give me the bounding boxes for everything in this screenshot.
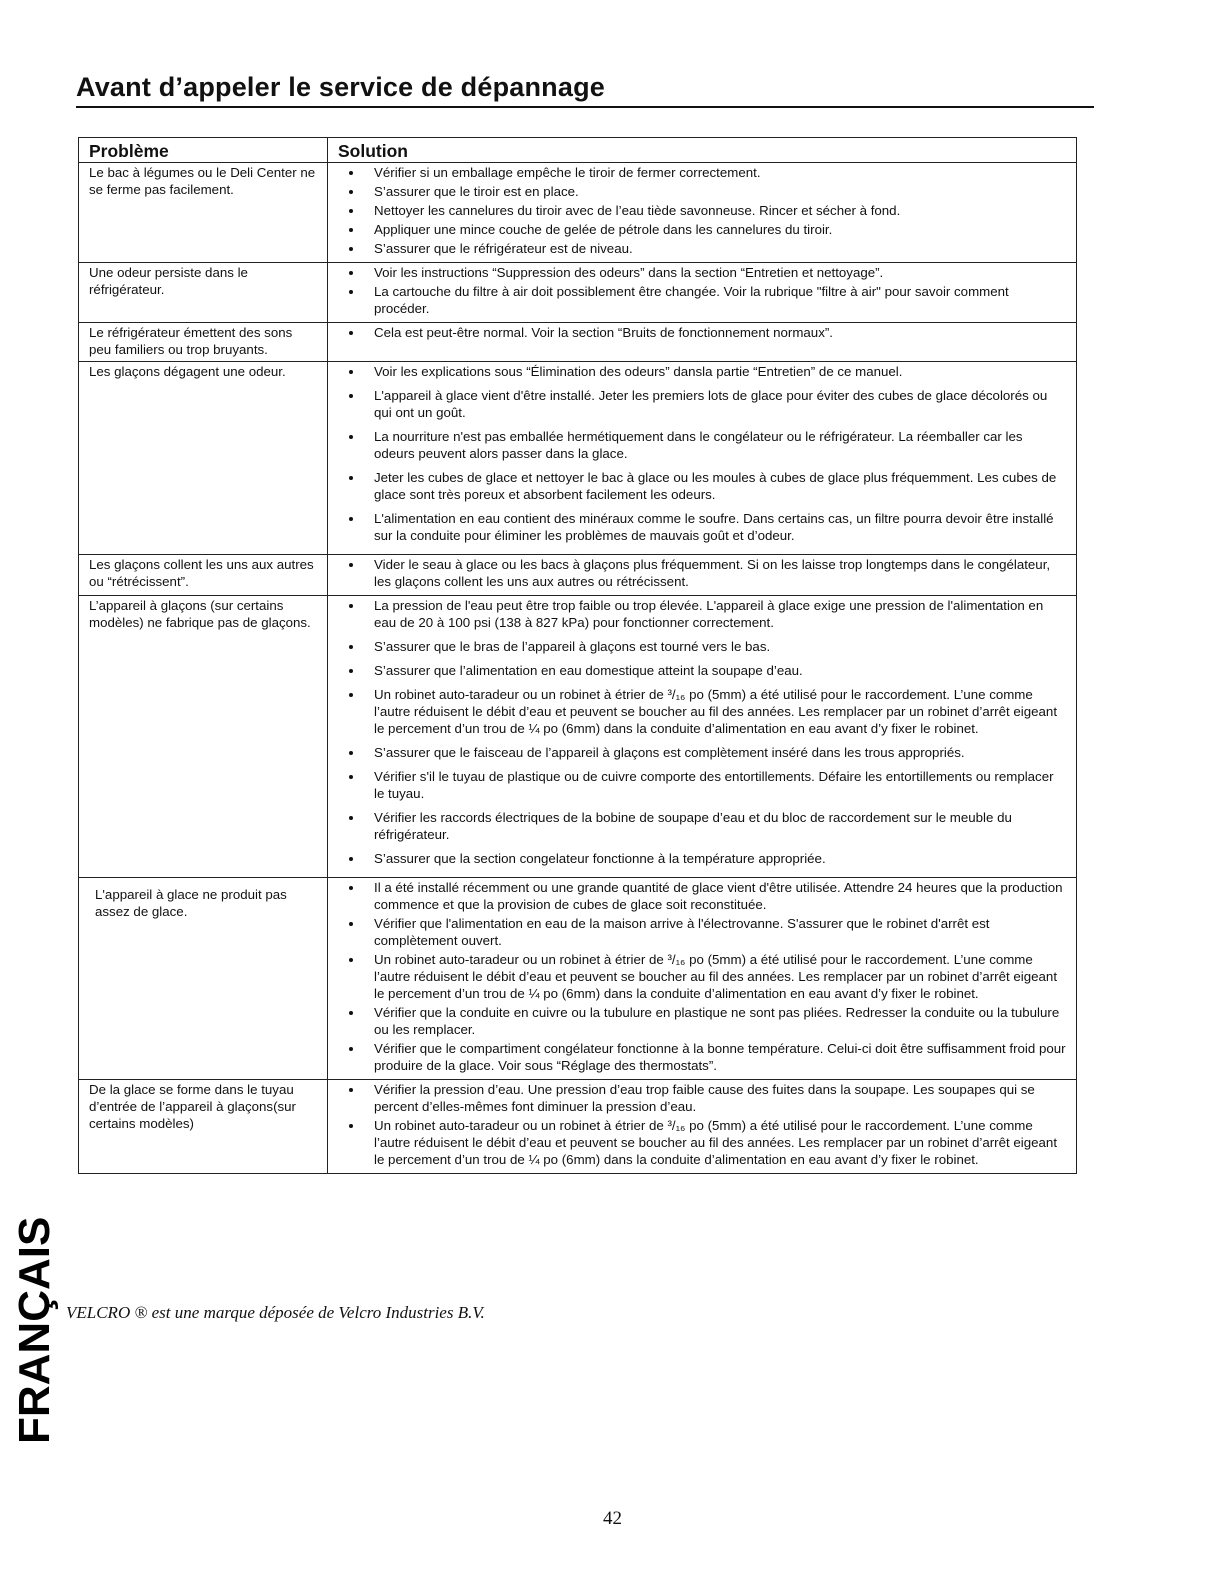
solution-item: • Vérifier la pression d’eau. Une pression d’eau trop faible cause des fuites dans la soupape. Les soupapes qui se percent d’elles-mêmes font diminuer la pression d’eau. bbox=[364, 1081, 1066, 1115]
solution-item: • Jeter les cubes de glace et nettoyer le bac à glace ou les moules à cubes de glace plus fréquemment. Les cubes de glace sont très poreux et absorbent facilement les odeurs. bbox=[364, 469, 1066, 503]
title-underline bbox=[76, 106, 1094, 108]
table-row bbox=[79, 263, 1077, 323]
solution-item: • S’assurer que le tiroir est en place. bbox=[364, 183, 1066, 200]
solution-item: • Un robinet auto-taradeur ou un robinet à étrier de ³/₁₆ po (5mm) a été utilisé pour le raccordement. L’une comme l’autre réduisent le débit d’eau et peuvent se boucher au fil des années. Les remplacer par un robinet d’arrêt eigeant le percement d’un trou de ¼ po (6mm) dans la conduite d’alimentation en eau avant d’y fixer le robinet. bbox=[364, 1117, 1066, 1168]
solution-item: • L'appareil à glace vient d'être installé. Jeter les premiers lots de glace pour éviter des cubes de glace décolorés ou qui ont un goût. bbox=[364, 387, 1066, 421]
solution-item: • Un robinet auto-taradeur ou un robinet à étrier de ³/₁₆ po (5mm) a été utilisé pour le raccordement. L’une comme l’autre réduisent le débit d’eau et peuvent se boucher au fil des années. Les remplacer par un robinet d’arrêt eigeant le percement d’un trou de ¼ po (6mm) dans la conduite d’alimentation en eau avant d’y fixer le robinet. bbox=[364, 686, 1066, 737]
solution-cell bbox=[328, 555, 1077, 596]
solution-list bbox=[338, 264, 1066, 317]
language-side-label bbox=[10, 1148, 59, 1448]
problem-cell: L'appareil à glace ne produit pas assez de glace. bbox=[79, 878, 328, 1080]
solution-cell bbox=[328, 163, 1077, 263]
page-title: Avant d’appeler le service de dépannage bbox=[76, 72, 606, 102]
solution-list bbox=[338, 1081, 1066, 1168]
solution-item: • S’assurer que la section congelateur fonctionne à la température appropriée. bbox=[364, 850, 1066, 867]
solution-item: • Cela est peut-être normal. Voir la section “Bruits de fonctionnement normaux”. bbox=[364, 324, 1066, 341]
table-row bbox=[79, 163, 1077, 263]
problem-cell: Les glaçons dégagent une odeur. bbox=[79, 362, 328, 555]
problem-cell: Le réfrigérateur émettent des sons peu familiers ou trop bruyants. bbox=[79, 323, 328, 362]
page-number: 42 bbox=[603, 1508, 622, 1529]
solution-item: • S’assurer que le réfrigérateur est de niveau. bbox=[364, 240, 1066, 257]
solution-list bbox=[338, 879, 1066, 1074]
problem-cell: L’appareil à glaçons (sur certains modèles) ne fabrique pas de glaçons. bbox=[79, 596, 328, 878]
language-side-label-text bbox=[10, 1148, 59, 1448]
table-row bbox=[79, 596, 1077, 878]
solution-cell bbox=[328, 1080, 1077, 1174]
solution-item: • S’assurer que le bras de l’appareil à glaçons est tourné vers le bas. bbox=[364, 638, 1066, 655]
solution-item: • S’assurer que l’alimentation en eau domestique atteint la soupape d’eau. bbox=[364, 662, 1066, 679]
solution-item: • Il a été installé récemment ou une grande quantité de glace vient d'être utilisée. Attendre 24 heures que la production commence et que la provision de cubes de glace soit reconstituée. bbox=[364, 879, 1066, 913]
solution-list bbox=[338, 597, 1066, 867]
problem-cell: Les glaçons collent les uns aux autres ou “rétrécissent”. bbox=[79, 555, 328, 596]
side-label-text: FRANÇAIS bbox=[10, 1216, 59, 1444]
problem-cell: Une odeur persiste dans le réfrigérateur. bbox=[79, 263, 328, 323]
solution-item: • La nourriture n'est pas emballée hermétiquement dans le congélateur ou le réfrigérateur. La réemballer car les odeurs peuvent alors passer dans la glace. bbox=[364, 428, 1066, 462]
solution-cell bbox=[328, 596, 1077, 878]
problem-cell: Le bac à légumes ou le Deli Center ne se ferme pas facilement. bbox=[79, 163, 328, 263]
solution-item: • L'alimentation en eau contient des minéraux comme le soufre. Dans certains cas, un filtre pourra devoir être installé sur la conduite pour éliminer les problèmes de mauvais goût et d’odeur. bbox=[364, 510, 1066, 544]
solution-item: • La cartouche du filtre à air doit possiblement être changée. Voir la rubrique "filtre à air" pour savoir comment procéder. bbox=[364, 283, 1066, 317]
solution-item: • Vider le seau à glace ou les bacs à glaçons plus fréquemment. Si on les laisse trop longtemps dans le congélateur, les glaçons collent les uns aux autres ou rétrécissent. bbox=[364, 556, 1066, 590]
solution-item: • Nettoyer les cannelures du tiroir avec de l’eau tiède savonneuse. Rincer et sécher à fond. bbox=[364, 202, 1066, 219]
solution-list bbox=[338, 164, 1066, 257]
table-row bbox=[79, 555, 1077, 596]
column-header-problem: Problème bbox=[79, 138, 328, 163]
solution-item: • Vérifier que l'alimentation en eau de la maison arrive à l'électrovanne. S'assurer que le robinet d'arrêt est complètement ouvert. bbox=[364, 915, 1066, 949]
solution-item: • Voir les instructions “Suppression des odeurs” dans la section “Entretien et nettoyage”. bbox=[364, 264, 1066, 281]
table-row bbox=[79, 1080, 1077, 1174]
solution-list bbox=[338, 363, 1066, 544]
solution-list bbox=[338, 324, 1066, 341]
table-row bbox=[79, 323, 1077, 362]
trademark-footnote: VELCRO ® est une marque déposée de Velcro Industries B.V. bbox=[66, 1303, 485, 1322]
solution-cell bbox=[328, 323, 1077, 362]
column-header-solution: Solution bbox=[328, 138, 1077, 163]
solution-item: • Vérifier si un emballage empêche le tiroir de fermer correctement. bbox=[364, 164, 1066, 181]
problem-cell: De la glace se forme dans le tuyau d’entrée de l’appareil à glaçons(sur certains modèles) bbox=[79, 1080, 328, 1174]
table-row bbox=[79, 362, 1077, 555]
troubleshooting-table bbox=[78, 137, 1077, 1174]
solution-item: • Vérifier les raccords électriques de la bobine de soupape d’eau et du bloc de raccordement sur le meuble du réfrigérateur. bbox=[364, 809, 1066, 843]
solution-item: • Appliquer une mince couche de gelée de pétrole dans les cannelures du tiroir. bbox=[364, 221, 1066, 238]
solution-cell bbox=[328, 878, 1077, 1080]
table-header-row bbox=[79, 138, 1077, 163]
solution-item: • Vérifier que le compartiment congélateur fonctionne à la bonne température. Celui-ci doit être suffisamment froid pour produire de la glace. Voir sous “Réglage des thermostats”. bbox=[364, 1040, 1066, 1074]
solution-cell bbox=[328, 263, 1077, 323]
solution-item: • Voir les explications sous “Élimination des odeurs” dansla partie “Entretien” de ce manuel. bbox=[364, 363, 1066, 380]
solution-item: • S’assurer que le faisceau de l’appareil à glaçons est complètement inséré dans les trous appropriés. bbox=[364, 744, 1066, 761]
solution-list bbox=[338, 556, 1066, 590]
table-row bbox=[79, 878, 1077, 1080]
solution-item: • Un robinet auto-taradeur ou un robinet à étrier de ³/₁₆ po (5mm) a été utilisé pour le raccordement. L’une comme l’autre réduisent le débit d’eau et peuvent se boucher au fil des années. Les remplacer par un robinet d’arrêt eigeant le percement d’un trou de ¼ po (6mm) dans la conduite d’alimentation en eau avant d’y fixer le robinet. bbox=[364, 951, 1066, 1002]
solution-item: • Vérifier que la conduite en cuivre ou la tubulure en plastique ne sont pas pliées. Redresser la conduite ou la tubulure ou les remplacer. bbox=[364, 1004, 1066, 1038]
solution-item: • La pression de l'eau peut être trop faible ou trop élevée. L'appareil à glace exige une pression de l'alimentation en eau de 20 à 100 psi (138 à 827 kPa) pour fonctionner correctement. bbox=[364, 597, 1066, 631]
solution-item: • Vérifier s'il le tuyau de plastique ou de cuivre comporte des entortillements. Défaire les entortillements ou remplacer le tuyau. bbox=[364, 768, 1066, 802]
solution-cell bbox=[328, 362, 1077, 555]
